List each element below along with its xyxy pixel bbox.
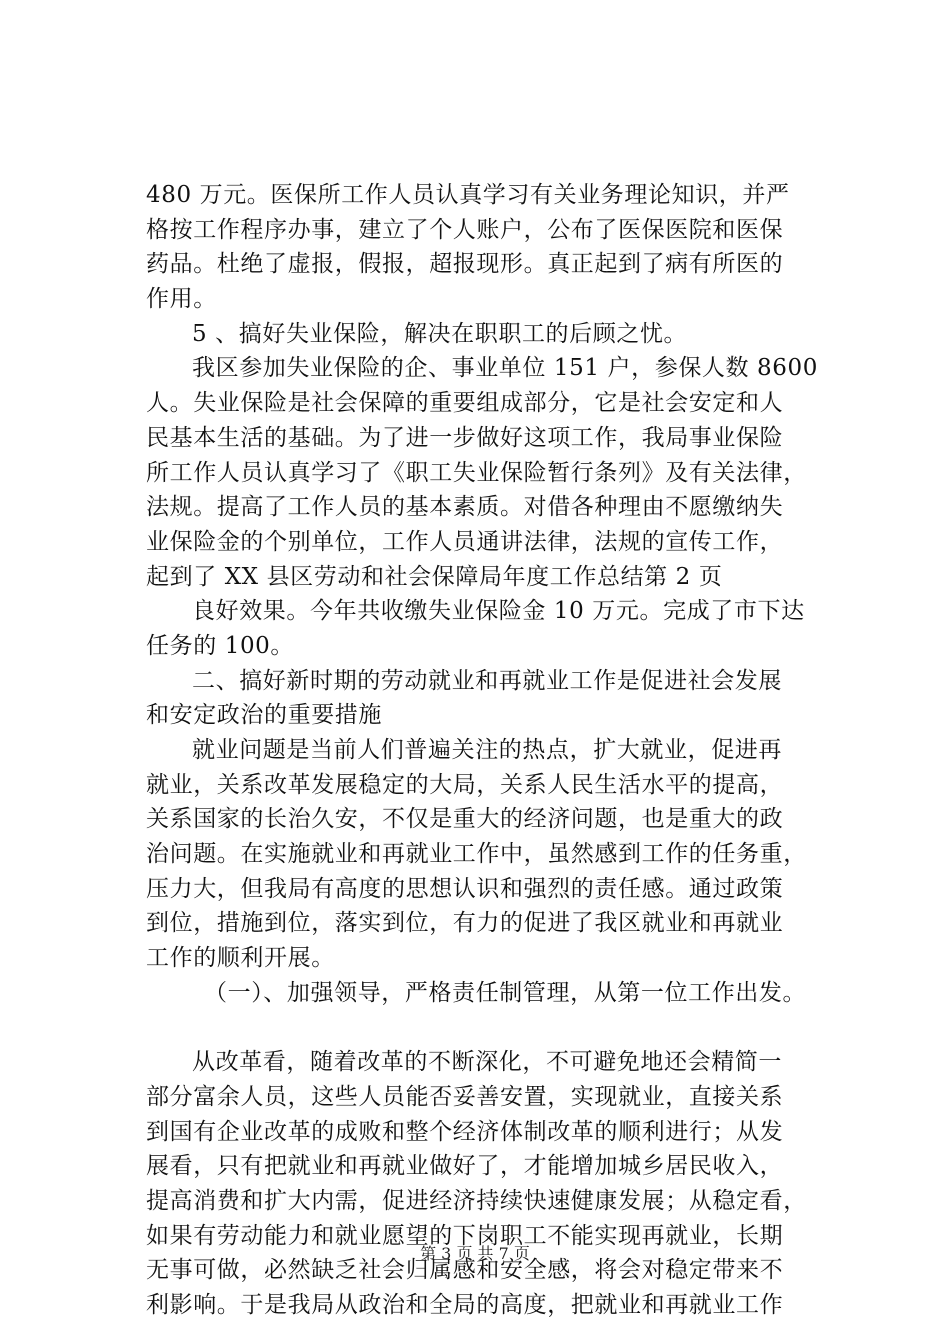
- text-line: 任务的 100。: [146, 632, 295, 659]
- text-line: 我区参加失业保险的企、事业单位 151 户，参保人数 8600: [192, 355, 818, 382]
- text-line: 就业问题是当前人们普遍关注的热点，扩大就业，促进再: [192, 737, 782, 763]
- text-line: 业保险金的个别单位，工作人员通讲法律，法规的宣传工作，: [146, 528, 784, 555]
- text-line: 人。失业保险是社会保障的重要组成部分，它是社会安定和人: [146, 390, 784, 417]
- text-line: 利影响。于是我局从政治和全局的高度，把就业和再就业工作: [146, 1292, 784, 1318]
- text-line: 提高消费和扩大内需，促进经济持续快速健康发展；从稳定看，: [146, 1187, 807, 1214]
- text-line: 良好效果。今年共收缴失业保险金 10 万元。完成了市下达: [192, 598, 805, 625]
- text-line: 治问题。在实施就业和再就业工作中，虽然感到工作的任务重，: [146, 841, 807, 868]
- text-line: 展看，只有把就业和再就业做好了，才能增加城乡居民收入，: [146, 1153, 784, 1180]
- text-line: 压力大，但我局有高度的思想认识和强烈的责任感。通过政策: [146, 875, 784, 902]
- text-line: 所工作人员认真学习了《职工失业保险暂行条列》及有关法律，: [146, 459, 807, 486]
- subsection-heading: （一）、加强领导，严格责任制管理，从第一位工作出发。: [204, 979, 807, 1006]
- text-line: 无事可做，必然缺乏社会归属感和安全感，将会对稳定带来不: [146, 1257, 784, 1284]
- text-line: 关系国家的长治久安，不仅是重大的经济问题，也是重大的政: [146, 806, 784, 833]
- text-line: 法规。提高了工作人员的基本素质。对借各种理由不愿缴纳失: [146, 494, 784, 521]
- text-line: 作用。: [146, 286, 217, 313]
- text-line: 工作的顺利开展。: [146, 945, 335, 972]
- text-line: 到国有企业改革的成败和整个经济体制改革的顺利进行；从发: [146, 1118, 784, 1145]
- section-heading: 和安定政治的重要措施: [146, 702, 382, 729]
- section-heading: 二、搞好新时期的劳动就业和再就业工作是促进社会发展: [192, 667, 782, 694]
- text-line: 民基本生活的基础。为了进一步做好这项工作，我局事业保险: [146, 424, 784, 451]
- blank-line: [146, 1011, 846, 1046]
- text-line: 480 万元。医保所工作人员认真学习有关业务理论知识，并严: [146, 182, 790, 208]
- document-body: [146, 178, 846, 1323]
- section-heading: 5 、搞好失业保险，解决在职职工的后顾之忧。: [192, 320, 688, 347]
- text-line: 部分富余人员，这些人员能否妥善安置，实现就业，直接关系: [146, 1083, 784, 1110]
- page-number-footer: 第 3 页 共 7 页: [420, 1244, 530, 1263]
- text-line: 就业，关系改革发展稳定的大局，关系人民生活水平的提高，: [146, 771, 784, 798]
- text-line: 格按工作程序办事，建立了个人账户，公布了医保医院和医保: [146, 216, 784, 243]
- text-line: 起到了 XX 县区劳动和社会保障局年度工作总结第 2 页: [146, 563, 723, 590]
- text-line: 从改革看，随着改革的不断深化，不可避免地还会精简一: [192, 1049, 782, 1076]
- text-line: 药品。杜绝了虚报，假报，超报现形。真正起到了病有所医的: [146, 251, 784, 278]
- text-line: 如果有劳动能力和就业愿望的下岗职工不能实现再就业，长期: [146, 1222, 784, 1249]
- text-line: 到位，措施到位，落实到位，有力的促进了我区就业和再就业: [146, 910, 784, 937]
